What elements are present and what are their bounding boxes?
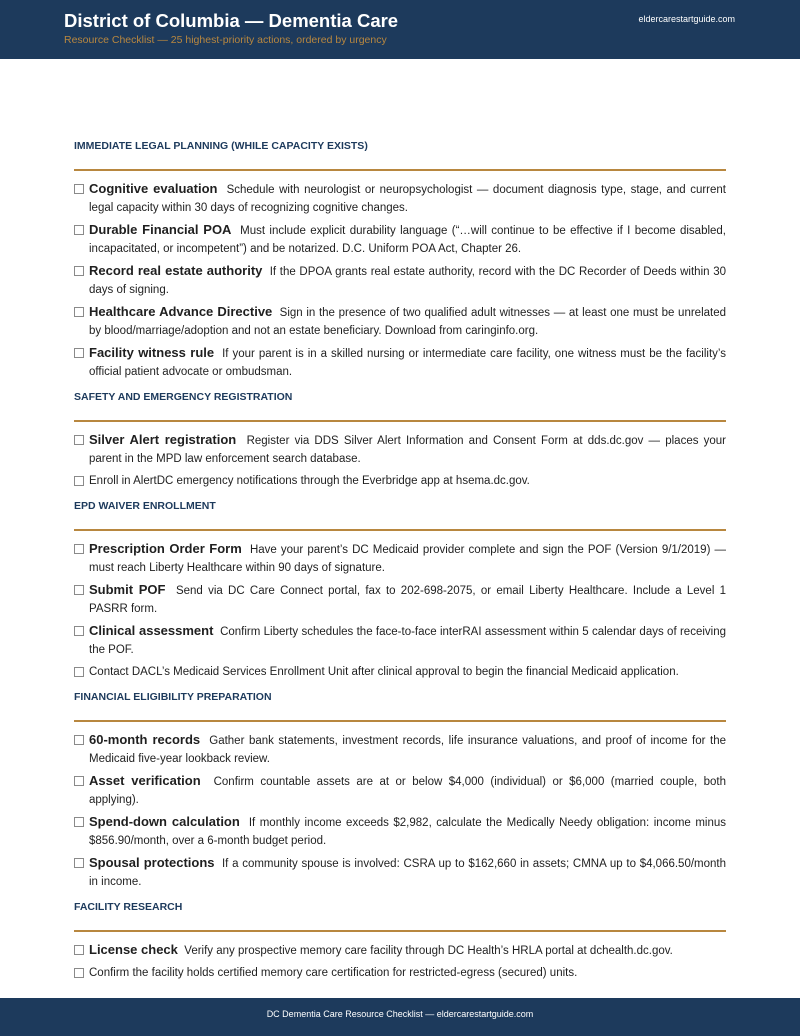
section-title: SAFETY AND EMERGENCY REGISTRATION xyxy=(74,391,293,403)
checklist-item xyxy=(74,431,726,468)
section-title: FACILITY RESEARCH xyxy=(74,901,183,913)
section-divider xyxy=(74,930,726,932)
checkbox-icon[interactable] xyxy=(74,585,84,595)
checkbox-icon[interactable] xyxy=(74,225,84,235)
checkbox-icon[interactable] xyxy=(74,184,84,194)
item-text: Contact DACL’s Medicaid Services Enrollment Unit after clinical approval to begin the financial Medicaid application. xyxy=(89,666,679,678)
section-divider xyxy=(74,720,726,722)
section-divider xyxy=(74,420,726,422)
item-title: Durable Financial POA xyxy=(89,222,232,237)
checkbox-icon[interactable] xyxy=(74,348,84,358)
checklist-item xyxy=(74,622,726,659)
item-title: Spend-down calculation xyxy=(89,814,240,829)
item-text: Enroll in AlertDC emergency notifications through the Everbridge app at hsema.dc.gov. xyxy=(89,475,530,487)
item-title: Asset verification xyxy=(89,773,201,788)
checkbox-icon[interactable] xyxy=(74,945,84,955)
checkbox-icon[interactable] xyxy=(74,266,84,276)
checklist-item xyxy=(74,581,726,618)
checklist-item xyxy=(74,344,726,381)
section-title: FINANCIAL ELIGIBILITY PREPARATION xyxy=(74,691,272,703)
page-header xyxy=(0,0,800,59)
checkbox-icon[interactable] xyxy=(74,307,84,317)
item-title: 60-month records xyxy=(89,732,201,747)
section-divider xyxy=(74,529,726,531)
section-legal-planning xyxy=(74,136,726,381)
footer-text: DC Dementia Care Resource Checklist — eldercarestartguide.com xyxy=(266,1009,534,1019)
checklist-item xyxy=(74,540,726,577)
item-title: Record real estate authority xyxy=(89,263,263,278)
section-facility-research xyxy=(74,897,726,982)
item-text: If monthly income exceeds $2,982, calculate the Medically Needy obligation: income minus $856.90/month, over a 6-month budget period. xyxy=(89,817,726,847)
checkbox-icon[interactable] xyxy=(74,817,84,827)
section-title: EPD WAIVER ENROLLMENT xyxy=(74,500,216,512)
section-epd-waiver xyxy=(74,496,726,681)
checklist-item xyxy=(74,772,726,809)
checklist-item xyxy=(74,262,726,299)
checklist-item xyxy=(74,854,726,891)
item-text: Schedule with neurologist or neuropsychologist — document diagnosis type, stage, and current legal capacity within 30 days of recognizing cognitive changes. xyxy=(89,184,726,214)
item-text: Must include explicit durability language (“…will continue to be effective if I become disabled, incapacitated, or incompetent”) and be notarized. D.C. Uniform POA Act, Chapter 26. xyxy=(89,225,727,255)
checklist-item xyxy=(74,964,726,982)
section-financial-eligibility xyxy=(74,687,726,891)
item-text: Verify any prospective memory care facility through DC Health’s HRLA portal at dchealth.dc.gov. xyxy=(184,945,673,957)
item-text: Sign in the presence of two qualified adult witnesses — at least one must be unrelated by blood/marriage/adoption and not an estate beneficiary. Download from caringinfo.org. xyxy=(89,307,727,337)
checkbox-icon[interactable] xyxy=(74,858,84,868)
item-title: License check xyxy=(89,942,178,957)
item-text: Confirm countable assets are at or below $4,000 (individual) or $6,000 (married couple, both applying). xyxy=(89,776,727,806)
checkbox-icon[interactable] xyxy=(74,476,84,486)
page-footer xyxy=(0,998,800,1036)
item-text: If the DPOA grants real estate authority, record with the DC Recorder of Deeds within 30 days of signing. xyxy=(89,266,726,296)
checklist-item xyxy=(74,303,726,340)
section-divider xyxy=(74,169,726,171)
item-title: Clinical assessment xyxy=(89,623,214,638)
checkbox-icon[interactable] xyxy=(74,667,84,677)
section-title: IMMEDIATE LEGAL PLANNING (WHILE CAPACITY EXISTS) xyxy=(74,140,368,152)
checklist-item xyxy=(74,813,726,850)
item-title: Spousal protections xyxy=(89,855,215,870)
item-title: Cognitive evaluation xyxy=(89,181,218,196)
checkbox-icon[interactable] xyxy=(74,968,84,978)
checkbox-icon[interactable] xyxy=(74,435,84,445)
checklist-item xyxy=(74,221,726,258)
page-title: District of Columbia — Dementia Care xyxy=(64,10,399,31)
item-text: Confirm Liberty schedules the face-to-face interRAI assessment within 5 calendar days of receiving the POF. xyxy=(89,626,726,656)
item-text: Confirm the facility holds certified memory care certification for restricted-egress (secured) units. xyxy=(89,967,578,979)
page-subtitle: Resource Checklist — 25 highest-priority actions, ordered by urgency xyxy=(64,34,387,46)
item-title: Submit POF xyxy=(89,582,166,597)
item-text: If a community spouse is involved: CSRA up to $162,660 in assets; CMNA up to $4,066.50/month in income. xyxy=(89,858,727,888)
item-text: Register via DDS Silver Alert Information and Consent Form at dds.dc.gov — places your parent in the MPD law enforcement search database. xyxy=(89,435,727,465)
item-title: Silver Alert registration xyxy=(89,432,237,447)
checklist-item xyxy=(74,731,726,768)
checkbox-icon[interactable] xyxy=(74,735,84,745)
item-title: Facility witness rule xyxy=(89,345,215,360)
item-text: Gather bank statements, investment records, life insurance valuations, and proof of income for the Medicaid five-year lookback review. xyxy=(89,735,727,765)
site-url: eldercarestartguide.com xyxy=(638,14,735,24)
item-text: Have your parent’s DC Medicaid provider complete and sign the POF (Version 9/1/2019) — must reach Liberty Healthcare within 90 days of signature. xyxy=(89,544,726,574)
checkbox-icon[interactable] xyxy=(74,544,84,554)
item-text: Send via DC Care Connect portal, fax to 202-698-2075, or email Liberty Healthcare. Include a Level 1 PASRR form. xyxy=(89,585,727,615)
checklist-content xyxy=(74,130,726,986)
checklist-item xyxy=(74,941,726,960)
item-title: Healthcare Advance Directive xyxy=(89,304,273,319)
checkbox-icon[interactable] xyxy=(74,626,84,636)
checklist-item xyxy=(74,663,726,681)
section-safety-registration xyxy=(74,387,726,490)
checkbox-icon[interactable] xyxy=(74,776,84,786)
item-text: If your parent is in a skilled nursing or intermediate care facility, one witness must be the facility’s official patient advocate or ombudsman. xyxy=(89,348,727,378)
item-title: Prescription Order Form xyxy=(89,541,242,556)
checklist-item xyxy=(74,180,726,217)
checklist-item xyxy=(74,472,726,490)
